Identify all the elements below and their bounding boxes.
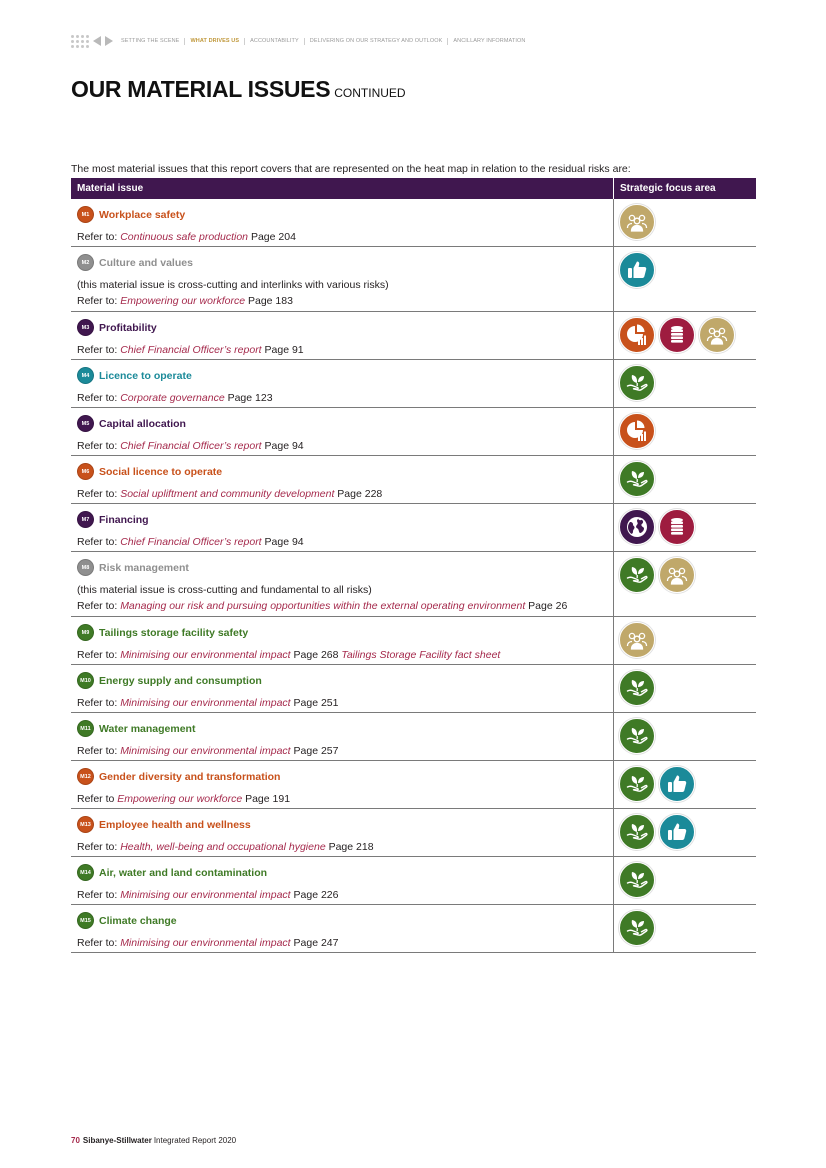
- plant-focus-icon: [619, 718, 655, 754]
- description-line: [77, 598, 613, 614]
- strategic-focus-cell: [614, 552, 756, 616]
- issue-code-badge: M6: [77, 463, 94, 480]
- material-issue-cell: [71, 857, 614, 904]
- description-text: Refer to:: [77, 392, 121, 404]
- strategic-focus-cell: [614, 247, 756, 311]
- issue-code-badge: M4: [77, 367, 94, 384]
- material-issue-cell: [71, 713, 614, 760]
- table-row: [71, 665, 756, 713]
- issue-code-badge: M2: [77, 254, 94, 271]
- plant-focus-icon: [619, 910, 655, 946]
- plant-focus-icon: [619, 461, 655, 497]
- description-line: [77, 293, 613, 309]
- table-row: [71, 617, 756, 665]
- reference-link[interactable]: Tailings Storage Facility fact sheet: [341, 649, 501, 661]
- material-issue-cell: [71, 504, 614, 551]
- chart-focus-icon: [619, 413, 655, 449]
- description-text: Refer to:: [77, 344, 121, 356]
- description-text: Page 226: [290, 889, 339, 901]
- nav-separator: [447, 38, 448, 45]
- issue-code-badge: M9: [77, 624, 94, 641]
- plant-focus-icon: [619, 365, 655, 401]
- plant-focus-icon: [619, 766, 655, 802]
- issue-title: Social licence to operate: [99, 465, 223, 478]
- thumb-focus-icon: [659, 766, 695, 802]
- material-issue-cell: [71, 199, 614, 246]
- strategic-focus-cell: [614, 408, 756, 455]
- nav-tab-accountability[interactable]: ACCOUNTABILITY: [250, 38, 299, 44]
- globe-focus-icon: [619, 509, 655, 545]
- nav-tab-delivering-on-our-strategy-and-outlook[interactable]: DELIVERING ON OUR STRATEGY AND OUTLOOK: [309, 38, 443, 44]
- description-text: Page 94: [261, 440, 304, 452]
- table-body: [71, 199, 756, 953]
- description-line: [77, 935, 613, 951]
- issue-description: [77, 342, 613, 358]
- issue-code-badge: M12: [77, 768, 94, 785]
- table-row: [71, 905, 756, 953]
- strategic-focus-cell: [614, 809, 756, 856]
- description-text: Refer to:: [77, 889, 121, 901]
- table-row: [71, 857, 756, 905]
- issue-description: [77, 582, 613, 614]
- table-row: [71, 504, 756, 552]
- strategic-focus-cell: [614, 713, 756, 760]
- issue-header: [77, 816, 613, 833]
- plant-focus-icon: [619, 814, 655, 850]
- issue-description: [77, 438, 613, 454]
- chart-focus-icon: [619, 317, 655, 353]
- description-line: [77, 229, 613, 245]
- reference-link[interactable]: Minimising our environmental impact: [120, 937, 291, 949]
- description-line: [77, 695, 613, 711]
- issue-code-badge: M1: [77, 206, 94, 223]
- strategic-focus-cell: [614, 665, 756, 712]
- thumb-focus-icon: [619, 252, 655, 288]
- reference-link[interactable]: Managing our risk and pursuing opportunities within the external operating environment: [120, 600, 526, 612]
- table-row: [71, 552, 756, 617]
- description-line: [77, 791, 613, 807]
- strategic-focus-cell: [614, 761, 756, 808]
- issue-header: [77, 624, 613, 641]
- description-line: [77, 582, 613, 598]
- reference-link[interactable]: Corporate governance: [120, 392, 225, 404]
- description-line: [77, 887, 613, 903]
- description-text: (this material issue is cross-cutting and interlinks with various risks): [77, 279, 389, 291]
- issue-description: [77, 534, 613, 550]
- description-text: Page 257: [290, 745, 339, 757]
- description-text: Page 228: [334, 488, 383, 500]
- material-issue-cell: [71, 247, 614, 311]
- description-text: Refer to:: [77, 745, 121, 757]
- issue-title: Workplace safety: [99, 208, 186, 221]
- reference-link[interactable]: Minimising our environmental impact: [120, 745, 291, 757]
- table-row: [71, 199, 756, 247]
- issue-header: [77, 206, 613, 223]
- issue-description: [77, 887, 613, 903]
- issue-description: [77, 647, 613, 663]
- table-header: [71, 178, 756, 199]
- reference-link[interactable]: Empowering our workforce: [120, 295, 246, 307]
- page-number: 70: [71, 1136, 80, 1145]
- issue-header: [77, 254, 613, 271]
- issue-header: [77, 768, 613, 785]
- description-line: [77, 839, 613, 855]
- description-text: Refer to:: [77, 295, 121, 307]
- reference-link[interactable]: Chief Financial Officer’s report: [120, 344, 262, 356]
- issue-code-badge: M5: [77, 415, 94, 432]
- description-line: [77, 486, 613, 502]
- previous-arrow-icon[interactable]: [93, 36, 101, 46]
- issue-title: Climate change: [99, 914, 177, 927]
- material-issue-cell: [71, 809, 614, 856]
- description-text: Refer to:: [77, 649, 121, 661]
- strategic-focus-cell: [614, 360, 756, 407]
- table-row: [71, 247, 756, 312]
- material-issue-cell: [71, 456, 614, 503]
- issue-code-badge: M13: [77, 816, 94, 833]
- description-text: Page 123: [224, 392, 273, 404]
- issue-description: [77, 839, 613, 855]
- table-row: [71, 408, 756, 456]
- issue-code-badge: M14: [77, 864, 94, 881]
- description-text: Refer to:: [77, 841, 121, 853]
- description-line: [77, 647, 613, 663]
- description-text: Refer to:: [77, 600, 121, 612]
- issue-title: Licence to operate: [99, 369, 192, 382]
- issue-code-badge: M8: [77, 559, 94, 576]
- issue-header: [77, 559, 613, 576]
- reference-link[interactable]: Empowering our workforce: [117, 793, 243, 805]
- strategic-focus-cell: [614, 617, 756, 664]
- issue-header: [77, 415, 613, 432]
- material-issues-table: [71, 178, 756, 953]
- material-issue-cell: [71, 408, 614, 455]
- reference-link[interactable]: Minimising our environmental impact: [120, 889, 291, 901]
- description-text: Page 183: [245, 295, 293, 307]
- issue-title: Profitability: [99, 321, 157, 334]
- material-issue-cell: [71, 665, 614, 712]
- description-line: [77, 534, 613, 550]
- strategic-focus-cell: [614, 456, 756, 503]
- nav-tab-setting-the-scene[interactable]: SETTING THE SCENE: [121, 38, 180, 44]
- description-line: [77, 342, 613, 358]
- issue-code-badge: M3: [77, 319, 94, 336]
- issue-title: Capital allocation: [99, 417, 186, 430]
- material-issue-cell: [71, 905, 614, 952]
- strategic-focus-cell: [614, 857, 756, 904]
- table-row: [71, 713, 756, 761]
- reference-link[interactable]: Minimising our environmental impact: [120, 697, 291, 709]
- page-title-suffix: CONTINUED: [334, 86, 406, 100]
- issue-title: Culture and values: [99, 256, 193, 269]
- people-focus-icon: [659, 557, 695, 593]
- people-focus-icon: [699, 317, 735, 353]
- description-text: Page 251: [290, 697, 339, 709]
- material-issue-cell: [71, 312, 614, 359]
- issue-title: Employee health and wellness: [99, 818, 251, 831]
- issue-title: Gender diversity and transformation: [99, 770, 281, 783]
- issue-description: [77, 791, 613, 807]
- description-text: Page 191: [242, 793, 291, 805]
- description-text: Page 26: [525, 600, 568, 612]
- description-text: Refer to:: [77, 488, 121, 500]
- header-material-issue: Material issue: [71, 178, 614, 199]
- strategic-focus-cell: [614, 905, 756, 952]
- plant-focus-icon: [619, 557, 655, 593]
- issue-description: [77, 695, 613, 711]
- strategic-focus-cell: [614, 199, 756, 246]
- material-issue-cell: [71, 617, 614, 664]
- issue-description: [77, 935, 613, 951]
- description-line: [77, 438, 613, 454]
- issue-code-badge: M10: [77, 672, 94, 689]
- issue-description: [77, 743, 613, 759]
- coins-focus-icon: [659, 317, 695, 353]
- people-focus-icon: [619, 622, 655, 658]
- table-row: [71, 456, 756, 504]
- table-row: [71, 312, 756, 360]
- description-line: [77, 390, 613, 406]
- nav-separator: [184, 38, 185, 45]
- nav-tab-what-drives-us[interactable]: WHAT DRIVES US: [190, 38, 240, 44]
- issue-code-badge: M11: [77, 720, 94, 737]
- nav-separator: [304, 38, 305, 45]
- issue-header: [77, 864, 613, 881]
- section-tabs: [121, 38, 525, 45]
- company-name: Sibanye-Stillwater: [82, 1136, 152, 1145]
- issue-header: [77, 672, 613, 689]
- report-name: Integrated Report 2020: [153, 1136, 237, 1145]
- description-text: Refer to: [77, 793, 118, 805]
- header-strategic-focus-area: Strategic focus area: [620, 183, 716, 194]
- grid-menu-icon[interactable]: [71, 35, 89, 48]
- issue-title: Tailings storage facility safety: [99, 626, 249, 639]
- issue-header: [77, 367, 613, 384]
- description-text: Refer to:: [77, 536, 121, 548]
- strategic-focus-cell: [614, 504, 756, 551]
- description-text: Refer to:: [77, 937, 121, 949]
- description-text: Page 268: [290, 649, 342, 661]
- material-issue-cell: [71, 552, 614, 616]
- table-row: [71, 761, 756, 809]
- table-row: [71, 360, 756, 408]
- people-focus-icon: [619, 204, 655, 240]
- page-title: [71, 76, 406, 103]
- description-text: (this material issue is cross-cutting and fundamental to all risks): [77, 584, 372, 596]
- issue-description: [77, 390, 613, 406]
- coins-focus-icon: [659, 509, 695, 545]
- page-title-text: OUR MATERIAL ISSUES: [71, 76, 331, 102]
- issue-title: Water management: [99, 722, 196, 735]
- issue-title: Financing: [99, 513, 149, 526]
- issue-header: [77, 319, 613, 336]
- issue-title: Energy supply and consumption: [99, 674, 262, 687]
- description-text: Page 94: [261, 536, 304, 548]
- page-footer: [71, 1136, 236, 1145]
- plant-focus-icon: [619, 862, 655, 898]
- description-text: Page 218: [325, 841, 374, 853]
- strategic-focus-cell: [614, 312, 756, 359]
- reference-link[interactable]: Continuous safe production: [120, 231, 249, 243]
- intro-text: The most material issues that this report covers that are represented on the heat map in relation to the residual risks are:: [71, 163, 631, 175]
- material-issue-cell: [71, 761, 614, 808]
- reference-link[interactable]: Minimising our environmental impact: [120, 649, 291, 661]
- description-line: [77, 277, 613, 293]
- issue-header: [77, 912, 613, 929]
- top-navigation: [71, 34, 525, 48]
- next-arrow-icon[interactable]: [105, 36, 113, 46]
- description-text: Refer to:: [77, 697, 121, 709]
- issue-header: [77, 511, 613, 528]
- description-text: Refer to:: [77, 231, 121, 243]
- description-line: [77, 743, 613, 759]
- issue-title: Air, water and land contamination: [99, 866, 268, 879]
- description-text: Page 247: [290, 937, 339, 949]
- description-text: Page 91: [261, 344, 304, 356]
- reference-link[interactable]: Chief Financial Officer’s report: [120, 536, 262, 548]
- issue-code-badge: M7: [77, 511, 94, 528]
- description-text: Refer to:: [77, 440, 121, 452]
- nav-separator: [244, 38, 245, 45]
- reference-link[interactable]: Chief Financial Officer’s report: [120, 440, 262, 452]
- reference-link[interactable]: Social upliftment and community development: [120, 488, 335, 500]
- issue-code-badge: M15: [77, 912, 94, 929]
- issue-description: [77, 229, 613, 245]
- issue-header: [77, 720, 613, 737]
- description-text: Page 204: [248, 231, 296, 243]
- issue-title: Risk management: [99, 561, 189, 574]
- material-issue-cell: [71, 360, 614, 407]
- reference-link[interactable]: Health, well-being and occupational hygiene: [120, 841, 326, 853]
- nav-tab-ancillary-information[interactable]: ANCILLARY INFORMATION: [453, 38, 526, 44]
- plant-focus-icon: [619, 670, 655, 706]
- table-row: [71, 809, 756, 857]
- thumb-focus-icon: [659, 814, 695, 850]
- issue-header: [77, 463, 613, 480]
- issue-description: [77, 486, 613, 502]
- issue-description: [77, 277, 613, 309]
